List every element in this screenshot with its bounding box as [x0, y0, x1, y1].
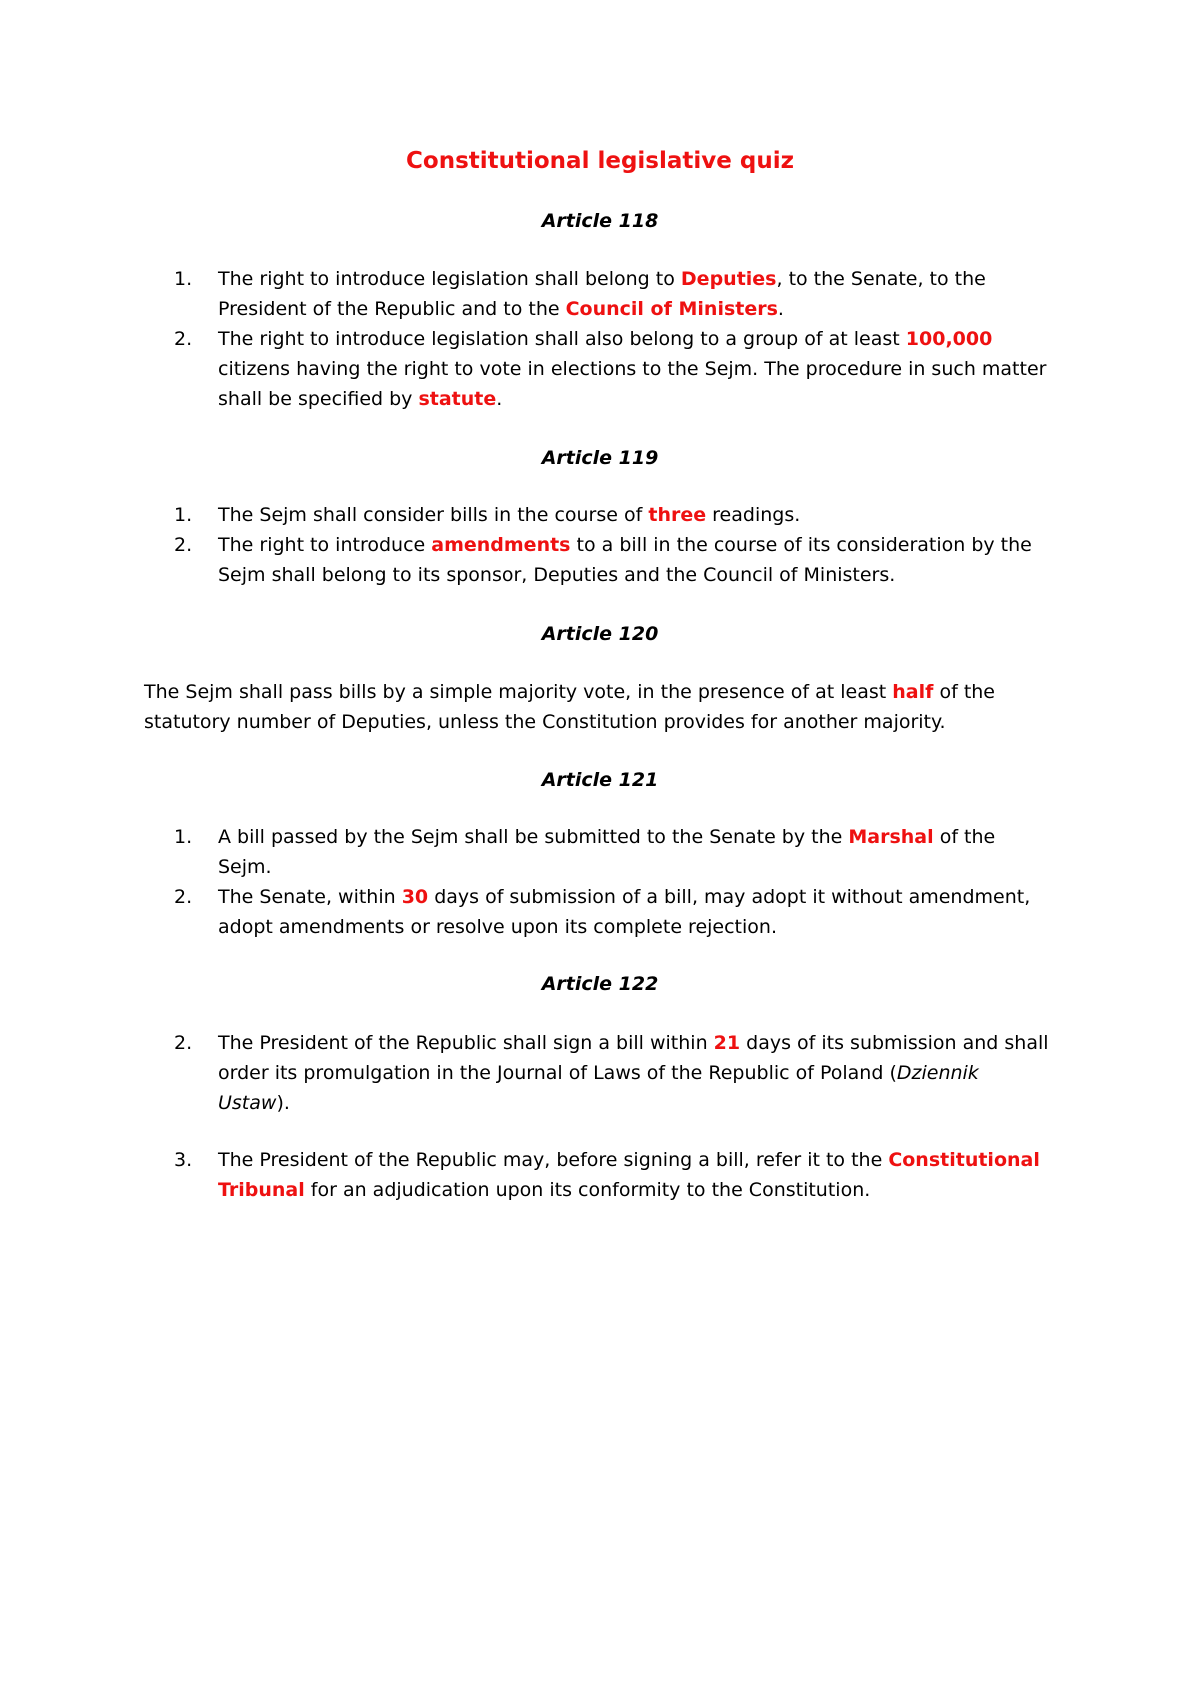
text-segment: to a bill in the course of its consideration by the Sejm shall belong to its sponsor, Deputies and the Council of Ministers.	[218, 534, 1032, 586]
highlighted-answer: statute	[418, 388, 497, 410]
highlighted-answer: amendments	[431, 534, 571, 556]
highlighted-answer: 21	[713, 1032, 741, 1054]
item-text	[218, 264, 1054, 324]
text-segment: of the Sejm.	[218, 826, 996, 878]
highlighted-answer: three	[648, 504, 707, 526]
list-number: 2.	[174, 886, 193, 908]
article-heading: Article 119	[541, 447, 659, 469]
article-heading: Article 121	[541, 769, 659, 791]
item-text	[218, 1145, 1054, 1205]
document-title: Constitutional legislative quiz	[406, 148, 794, 174]
text-segment: ).	[276, 1092, 290, 1114]
list-number: 1.	[174, 826, 193, 848]
text-segment: The Senate, within	[218, 886, 402, 908]
list-number: 1.	[174, 268, 193, 290]
list-number: 2.	[174, 534, 193, 556]
text-segment: A bill passed by the Sejm shall be submitted to the Senate by the	[218, 826, 849, 848]
highlighted-answer: Deputies	[680, 268, 777, 290]
list-number: 2.	[174, 328, 193, 350]
item-text	[218, 822, 1054, 882]
list-item	[174, 882, 1054, 942]
list-item	[174, 500, 1054, 530]
list-item	[174, 1145, 1054, 1205]
list-item	[174, 264, 1054, 324]
text-segment: The right to introduce legislation shall also belong to a group of at least	[218, 328, 906, 350]
text-segment: The President of the Republic shall sign a bill within	[218, 1032, 714, 1054]
text-segment: The Sejm shall consider bills in the course of	[218, 504, 649, 526]
text-segment: The right to introduce legislation shall belong to	[218, 268, 681, 290]
list-number: 1.	[174, 504, 193, 526]
text-segment: readings.	[706, 504, 801, 526]
text-segment: .	[777, 298, 784, 320]
item-text	[218, 1028, 1054, 1118]
list-number: 3.	[174, 1149, 193, 1171]
text-segment: , to the Senate, to the President of the Republic and to the	[218, 268, 986, 320]
item-text	[218, 324, 1054, 414]
highlighted-answer: Marshal	[848, 826, 934, 848]
article-heading: Article 120	[541, 623, 659, 645]
highlighted-answer: Constitutional Tribunal	[218, 1149, 1040, 1201]
list-item	[174, 530, 1054, 590]
article-paragraph	[144, 677, 1064, 737]
highlighted-answer: half	[892, 681, 934, 703]
highlighted-answer: 30	[401, 886, 429, 908]
article-heading: Article 122	[541, 973, 659, 995]
text-segment: days of submission of a bill, may adopt it without amendment, adopt amendments or resolve upon its complete rejection.	[218, 886, 1031, 938]
text-segment: .	[496, 388, 503, 410]
item-text	[218, 530, 1054, 590]
text-segment: for an adjudication upon its conformity to the Constitution.	[304, 1179, 871, 1201]
highlighted-answer: 100,000	[905, 328, 993, 350]
text-segment: The right to introduce	[218, 534, 432, 556]
list-item	[174, 324, 1054, 414]
text-segment: of the statutory number of Deputies, unless the Constitution provides for another majority.	[144, 681, 995, 733]
text-segment: citizens having the right to vote in elections to the Sejm. The procedure in such matter shall be specified by	[218, 358, 1047, 410]
text-segment: The Sejm shall pass bills by a simple majority vote, in the presence of at least	[144, 681, 893, 703]
list-number: 2.	[174, 1032, 193, 1054]
article-heading: Article 118	[541, 210, 659, 232]
list-item	[174, 822, 1054, 882]
italic-term: Dziennik Ustaw	[218, 1062, 979, 1114]
item-text	[218, 882, 1054, 942]
item-text	[218, 500, 1054, 530]
list-item	[174, 1028, 1054, 1118]
text-segment: days of its submission and shall order its promulgation in the Journal of Laws of the Republic of Poland (	[218, 1032, 1049, 1084]
highlighted-answer: Council of Ministers	[565, 298, 778, 320]
text-segment: The President of the Republic may, before signing a bill, refer it to the	[218, 1149, 889, 1171]
